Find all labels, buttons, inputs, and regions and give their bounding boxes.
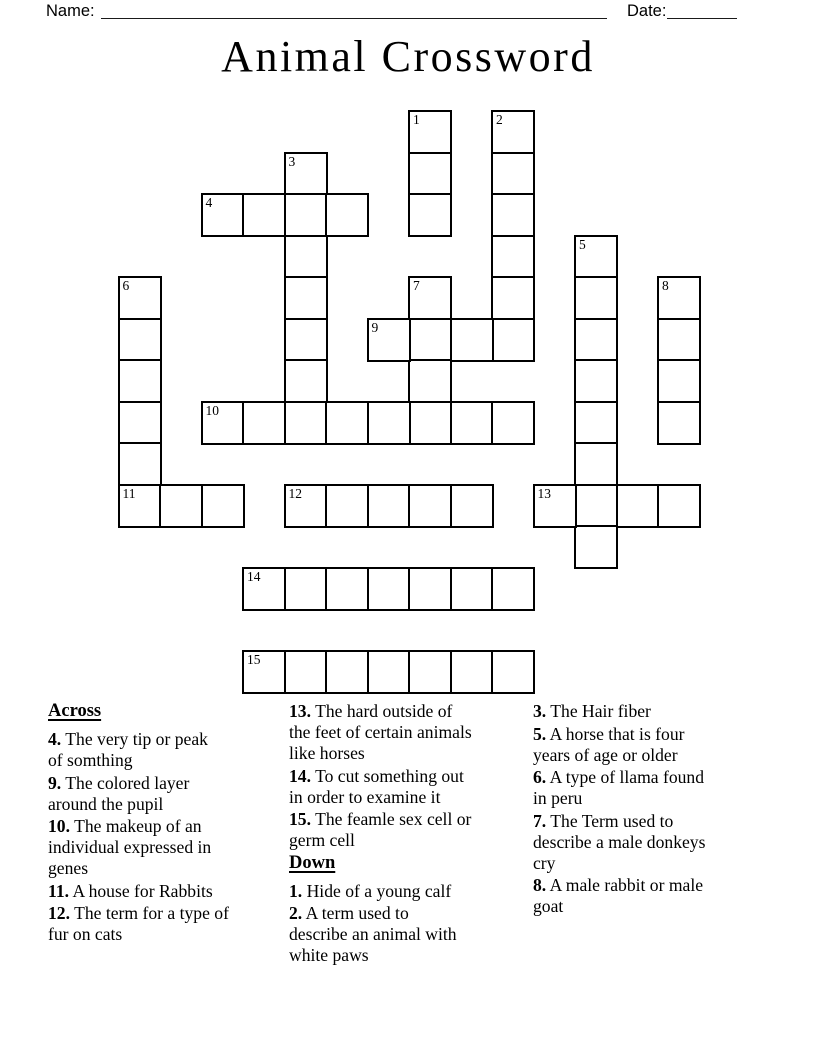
clue-line: 4. The very tip or peak [48, 729, 208, 749]
cell-number: 9 [371, 319, 379, 335]
cell-number: 5 [579, 236, 586, 252]
clue-number: 4. [48, 729, 62, 749]
cell-number: 6 [122, 278, 130, 293]
clue-9 [48, 773, 286, 815]
clue-line: describe an animal with [289, 924, 457, 944]
clue-line: 2. A term used to [289, 903, 409, 923]
clue-line: germ cell [289, 830, 355, 850]
clue-line: 14. To cut something out [289, 765, 464, 786]
clue-line: 3. The Hair fiber [533, 701, 651, 721]
clue-line: 7. The Term used to [533, 810, 674, 831]
clue-line: 13. The hard outside of [289, 701, 453, 721]
clue-line: white paws [289, 945, 369, 965]
clue-column-1 [48, 701, 286, 947]
clue-8 [533, 875, 765, 917]
clue-line: 11. A house for Rabbits [48, 880, 213, 901]
clue-column-3 [533, 701, 765, 919]
cell-number: 2 [496, 112, 503, 127]
clue-number: 2. [289, 903, 303, 923]
cell-number: 11 [122, 485, 136, 501]
clue-10 [48, 816, 286, 879]
clue-number: 7. [533, 810, 547, 831]
clue-number: 5. [533, 723, 547, 744]
clue-line: like horses [289, 743, 365, 763]
name-label: Name: [46, 2, 95, 20]
clue-14 [289, 766, 531, 808]
cell-number: 1 [413, 112, 420, 127]
clue-number: 1. [289, 880, 303, 901]
clue-number: 8. [533, 875, 547, 895]
date-label: Date: [627, 2, 667, 20]
cell-number: 7 [413, 278, 420, 293]
clue-line: individual expressed in [48, 837, 212, 857]
clue-heading-across: Across [48, 701, 102, 721]
clue-line: goat [533, 896, 564, 916]
clue-4 [48, 729, 286, 771]
clue-line: 15. The feamle sex cell or [289, 809, 472, 829]
clue-line: genes [48, 858, 89, 878]
clue-15 [289, 809, 531, 851]
cell-number: 3 [288, 153, 296, 169]
clue-line: 6. A type of llama found [533, 767, 705, 787]
cell-number: 14 [247, 568, 261, 584]
clue-6 [533, 767, 765, 809]
clue-11 [48, 881, 286, 902]
clue-line: of somthing [48, 750, 133, 770]
clue-line: fur on cats [48, 924, 123, 944]
page-title: Animal Crossword [221, 32, 595, 81]
clue-number: 10. [48, 816, 70, 836]
clue-line: around the pupil [48, 793, 164, 814]
clue-number: 11. [48, 880, 70, 901]
clue-line: 9. The colored layer [48, 772, 190, 793]
clue-heading-down: Down [289, 852, 336, 873]
clue-line: 10. The makeup of an [48, 816, 202, 836]
cell-number: 10 [205, 402, 219, 418]
cell-number: 13 [537, 485, 551, 501]
clue-3 [533, 701, 765, 722]
clue-line: 12. The term for a type of [48, 903, 229, 923]
clue-13 [289, 701, 531, 764]
clue-line: cry [533, 852, 556, 873]
clue-number: 14. [289, 765, 311, 786]
cell-number: 15 [247, 651, 261, 667]
clue-1 [289, 881, 531, 902]
cell-number: 12 [288, 485, 302, 501]
clue-line: 8. A male rabbit or male [533, 875, 704, 895]
clue-number: 12. [48, 903, 70, 923]
clue-line: 5. A horse that is four [533, 723, 685, 744]
clue-12 [48, 903, 286, 945]
clue-number: 3. [533, 701, 547, 721]
cell-number: 8 [662, 278, 669, 293]
clue-line: describe a male donkeys [533, 831, 706, 852]
clue-number: 13. [289, 701, 311, 721]
clue-line: the feet of certain animals [289, 722, 472, 742]
clue-line: in order to examine it [289, 786, 441, 807]
clue-5 [533, 724, 765, 766]
clue-2 [289, 903, 531, 966]
clue-number: 9. [48, 772, 62, 793]
cell-number: 4 [205, 195, 213, 210]
clue-column-2 [289, 701, 531, 968]
clue-number: 15. [289, 809, 311, 829]
clue-line: years of age or older [533, 744, 678, 765]
clue-line: in peru [533, 788, 583, 808]
clue-line: 1. Hide of a young calf [289, 880, 452, 901]
clue-number: 6. [533, 767, 547, 787]
clue-7 [533, 811, 765, 874]
